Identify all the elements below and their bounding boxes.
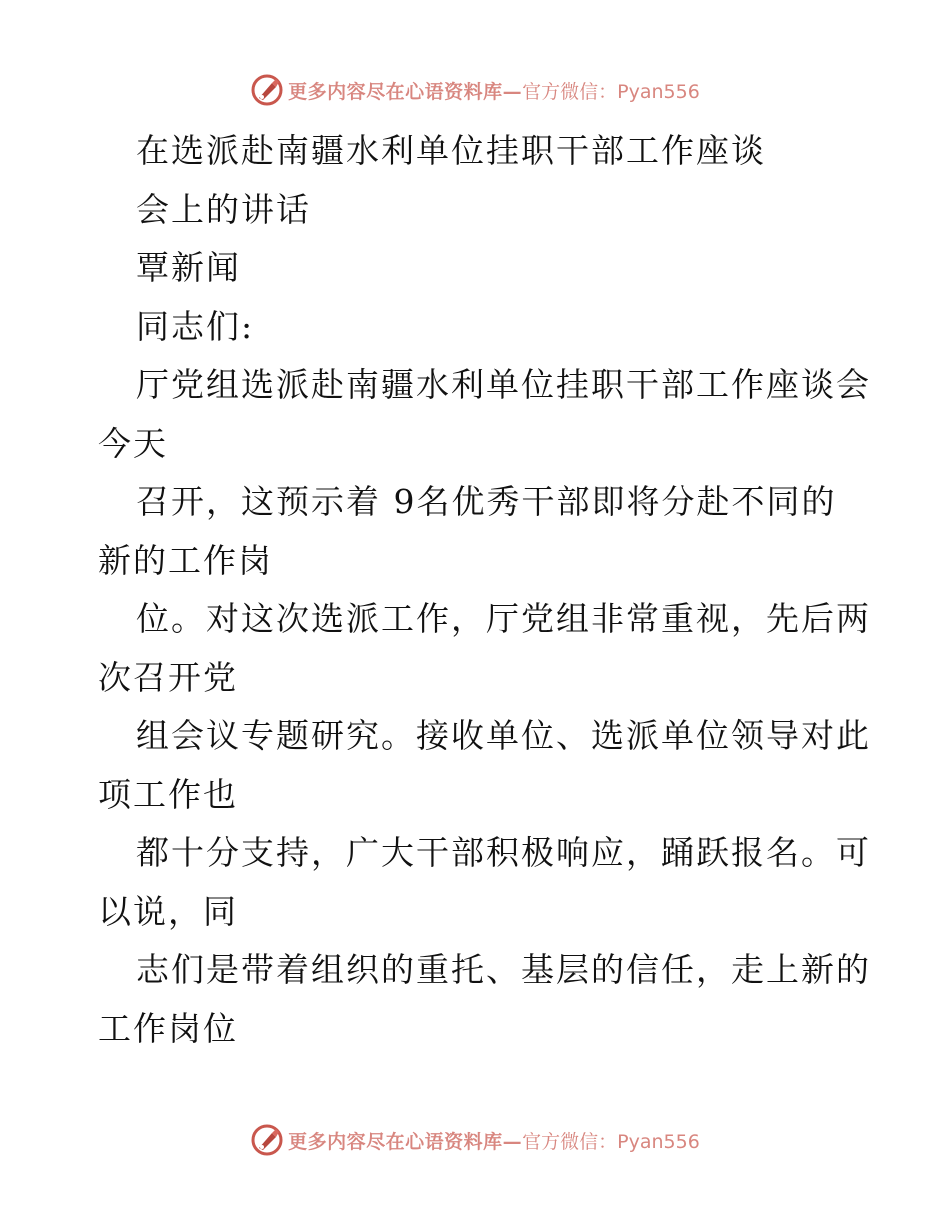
body-line: 召开，这预示着 9名优秀干部即将分赴不同的 (136, 482, 837, 521)
footer-banner (0, 1120, 950, 1160)
pen-nib-logo-icon (250, 73, 284, 107)
body-line: 位。对这次选派工作，厅党组非常重视，先后两 (136, 599, 871, 638)
body-line: 新的工作岗 (98, 540, 273, 580)
banner-main-text: 更多内容尽在心语资料库— (288, 1130, 523, 1153)
body-line: 组会议专题研究。接收单位、选派单位领导对此 (136, 716, 871, 755)
body-line: 今天 (98, 423, 168, 463)
body-line: 项工作也 (98, 774, 238, 814)
body-line: 厅党组选派赴南疆水利单位挂职干部工作座谈会 (136, 365, 871, 404)
document-body (98, 122, 871, 1058)
banner-wechat-text: 官方微信：Pyan556 (522, 80, 700, 103)
pen-nib-logo-icon (250, 1123, 284, 1157)
salutation-line: 同志们: (136, 306, 255, 346)
body-line: 志们是带着组织的重托、基层的信任，走上新的 (136, 950, 871, 989)
author-line: 覃新闻 (136, 248, 241, 287)
title-line-1: 在选派赴南疆水利单位挂职干部工作座谈 (136, 131, 766, 170)
header-banner (0, 70, 950, 110)
body-line: 次召开党 (98, 657, 238, 697)
banner-main-text: 更多内容尽在心语资料库— (288, 80, 523, 103)
body-line: 工作岗位 (98, 1008, 238, 1048)
banner-wechat-text: 官方微信：Pyan556 (522, 1130, 700, 1153)
title-line-2: 会上的讲话 (136, 189, 311, 229)
body-line: 都十分支持，广大干部积极响应，踊跃报名。可 (136, 833, 871, 872)
body-line: 以说，同 (98, 891, 238, 931)
